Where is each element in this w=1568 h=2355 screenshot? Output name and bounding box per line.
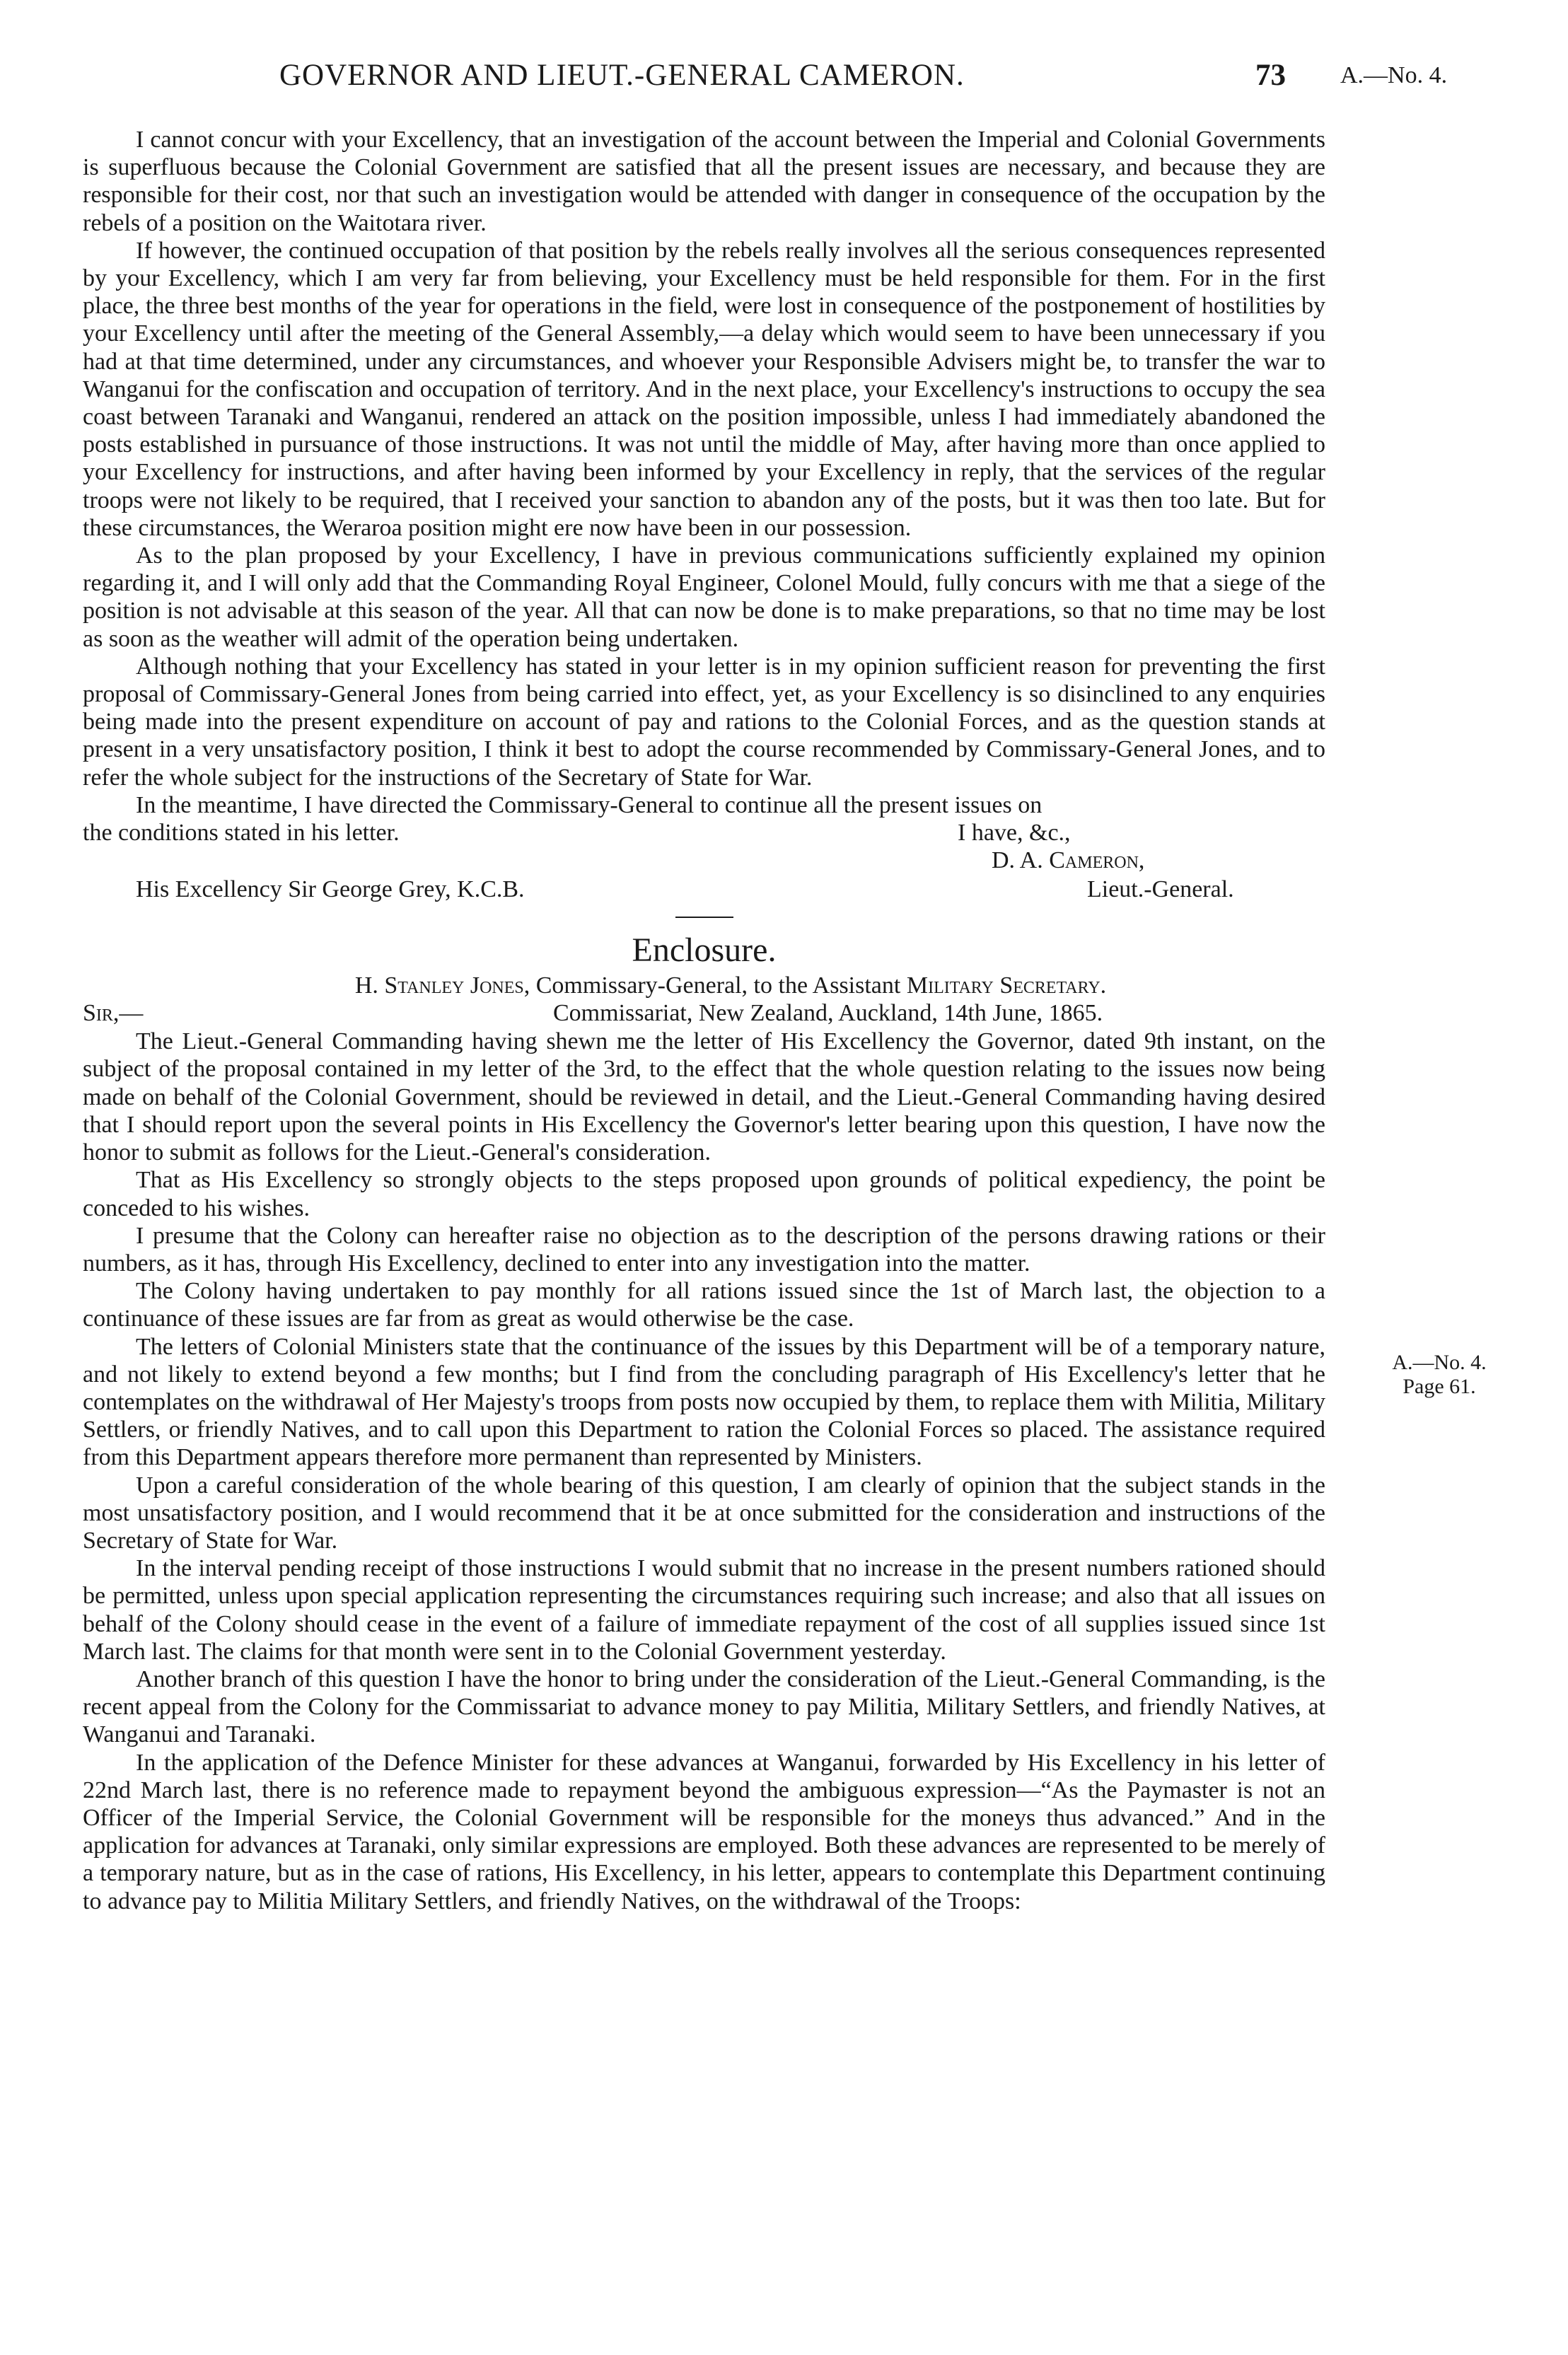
enclosure-paragraph: The Colony having undertaken to pay monthly for all rations issued since the 1st of March last, the objection to a continuance of these issues are far from as great as would otherwise be the case. [83, 1278, 1325, 1332]
enclosure-paragraph: The Lieut.-General Commanding having shewn me the letter of His Excellency the Governor, dated 9th instant, on the subject of the proposal contained in my letter of the 3rd, to the effect that the whole question relating to the issues now being made on behalf of the Colonial Government, should be reviewed in detail, and the Lieut.-General Commanding having desired that I should report upon the several points in His Excellency the Governor's letter bearing upon this question, I have now the honor to submit as follows for the Lieut.-General's consideration. [83, 1028, 1325, 1166]
enclosure-paragraph: In the application of the Defence Minister for these advances at Wanganui, forwarded by His Excellency in his letter of 22nd March last, there is no reference made to repayment beyond the ambiguous expression—“As the Paymaster is not an Officer of the Imperial Service, the Colonial Government will be responsible for the moneys thus advanced.” And in the application for advances at Taranaki, only similar expressions are employed. Both these advances are represented to be merely of a temporary nature, but as in the case of rations, His Excellency, in his letter, appears to contemplate this Department continuing to advance pay to Militia Military Settlers, and friendly Natives, on the withdrawal of the Troops: [83, 1749, 1325, 1914]
enclosure-title: Enclosure. [632, 931, 777, 970]
letter-paragraph: If however, the continued occupation of that position by the rebels really involves all the serious consequences represented by your Excellency, which I am very far from believing, your Excellency must be held responsible for them. For in the first place, the three best months of the year for operations in the field, were lost in consequence of the postponement of hostilities by your Excellency until after the meeting of the General Assembly,—a delay which would seem to have been unnecessary if you had at that time determined, under any circumstances, and whoever your Responsible Advisers might be, to transfer the war to Wanganui for the confiscation and occupation of territory. And in the next place, your Excellency's instructions to occupy the sea coast between Taranaki and Wanganui, rendered an attack on the position impossible, unless I had immediately abandoned the posts established in pursuance of those instructions. It was not until the middle of May, after having more than once applied to your Excellency for instructions, and after having been informed by your Excellency in reply, that the services of the regular troops were not likely to be required, that I received your sanction to abandon any of the posts, but it was then too late. But for these circumstances, the Weraroa position might ere now have been in our possession. [83, 237, 1325, 541]
margin-note-ref: A.—No. 4. [1392, 1351, 1487, 1374]
enclosure-paragraph: Another branch of this question I have the honor to bring under the consideration of the Lieut.-General Commanding, is the recent appeal from the Colony for the Commissariat to advance money to pay Militia, Military Settlers, and friendly Natives, at Wanganui and Taranaki. [83, 1665, 1325, 1748]
enclosure-paragraph: Upon a careful consideration of the whole bearing of this question, I am clearly of opinion that the subject stands in the most unsatisfactory position, and I would recommend that it be at once submitted for the consideration and instructions of the Secretary of State for War. [83, 1472, 1325, 1554]
enclosure-paragraph: I presume that the Colony can hereafter raise no objection as to the description of the persons drawing rations or their numbers, as it has, through His Excellency, declined to enter into any investigation into the matter. [83, 1222, 1325, 1277]
enclosure-paragraph: The letters of Colonial Ministers state that the continuance of the issues by this Department will be of a temporary nature, and not likely to extend beyond a few months; but I find from the concluding paragraph of His Excellency's letter that he contemplates on the withdrawal of Her Majesty's troops from posts now occupied by them, to replace them with Militia, Military Settlers, or friendly Natives, and to call upon this Department to ration the Colonial Forces so placed. The assistance required from this Department appears therefore more permanent than represented by Ministers. [83, 1333, 1325, 1471]
signature-rank: Lieut.-General. [1087, 876, 1234, 903]
signature [992, 847, 1144, 874]
enclosure-recipient: Military Secretary. [906, 972, 1107, 999]
salutation: Sir,— [83, 1000, 144, 1027]
signature-surname: Cameron, [1049, 847, 1145, 874]
page-number: 73 [1255, 59, 1286, 92]
enclosure-heading [83, 972, 1325, 999]
letter-paragraph: Although nothing that your Excellency has stated in your letter is in my opinion sufficient reason for preventing the first proposal of Commissary-General Jones from being carried into effect, yet, as your Excellency is so disinclined to any enquiries being made into the present expenditure on account of pay and rations to the Colonial Forces, and as the question stands at present in a very unsatisfactory position, I think it best to adopt the course recommended by Commissary-General Jones, and to refer the whole subject for the instructions of the Secretary of State for War. [83, 653, 1325, 791]
signature-initials: D. A. [992, 847, 1043, 874]
enclosure-sender: H. Stanley Jones, [354, 972, 530, 999]
margin-note-page: Page 61. [1403, 1375, 1476, 1398]
running-head-title: GOVERNOR AND LIEUT.-GENERAL CAMERON. [279, 59, 965, 92]
letter-paragraph: In the meantime, I have directed the Commissary-General to continue all the present issues on [136, 791, 1043, 818]
section-divider [675, 917, 733, 918]
salutation-line [83, 999, 1325, 1028]
letter-paragraph: I cannot concur with your Excellency, that an investigation of the account between the Imperial and Colonial Governments is superfluous because the Colonial Government are satisfied that all the present issues are necessary, and because they are responsible for their cost, nor that such an investigation would be attended with danger in consequence of the occupation by the rebels of a position on the Waitotara river. [83, 127, 1325, 236]
addressee: His Excellency Sir George Grey, K.C.B. [136, 876, 525, 903]
margin-note [1379, 1351, 1499, 1399]
enclosure-paragraph: That as His Excellency so strongly objects to the steps proposed upon grounds of political expediency, the point be conceded to his wishes. [83, 1167, 1325, 1221]
complimentary-close: I have, &c., [958, 820, 1071, 847]
body-text [83, 126, 1325, 1915]
enclosure-paragraph: In the interval pending receipt of those instructions I would submit that no increase in the present numbers rationed should be permitted, unless upon special application representing the circumstances requiring such increase; and also that all issues on behalf of the Colony should cease in the event of a failure of immediate repayment of the cost of all supplies issued since 1st March last. The claims for that month were sent in to the Colonial Government yesterday. [83, 1555, 1325, 1665]
last-line: the conditions stated in his letter. [83, 820, 400, 847]
enclosure-heading-text: Commissary-General, to the Assistant [535, 972, 901, 999]
running-head [0, 58, 1568, 100]
paper-reference: A.—No. 4. [1340, 62, 1448, 88]
letter-closing [83, 819, 1325, 904]
dateline: Commissariat, New Zealand, Auckland, 14th June, 1865. [553, 1000, 1103, 1027]
letter-paragraph: As to the plan proposed by your Excellency, I have in previous communications sufficiently explained my opinion regarding it, and I will only add that the Commanding Royal Engineer, Colonel Mould, fully concurs with me that a siege of the position is not advisable at this season of the year. All that can now be done is to make preparations, so that no time may be lost as soon as the weather will admit of the operation being undertaken. [83, 542, 1325, 652]
